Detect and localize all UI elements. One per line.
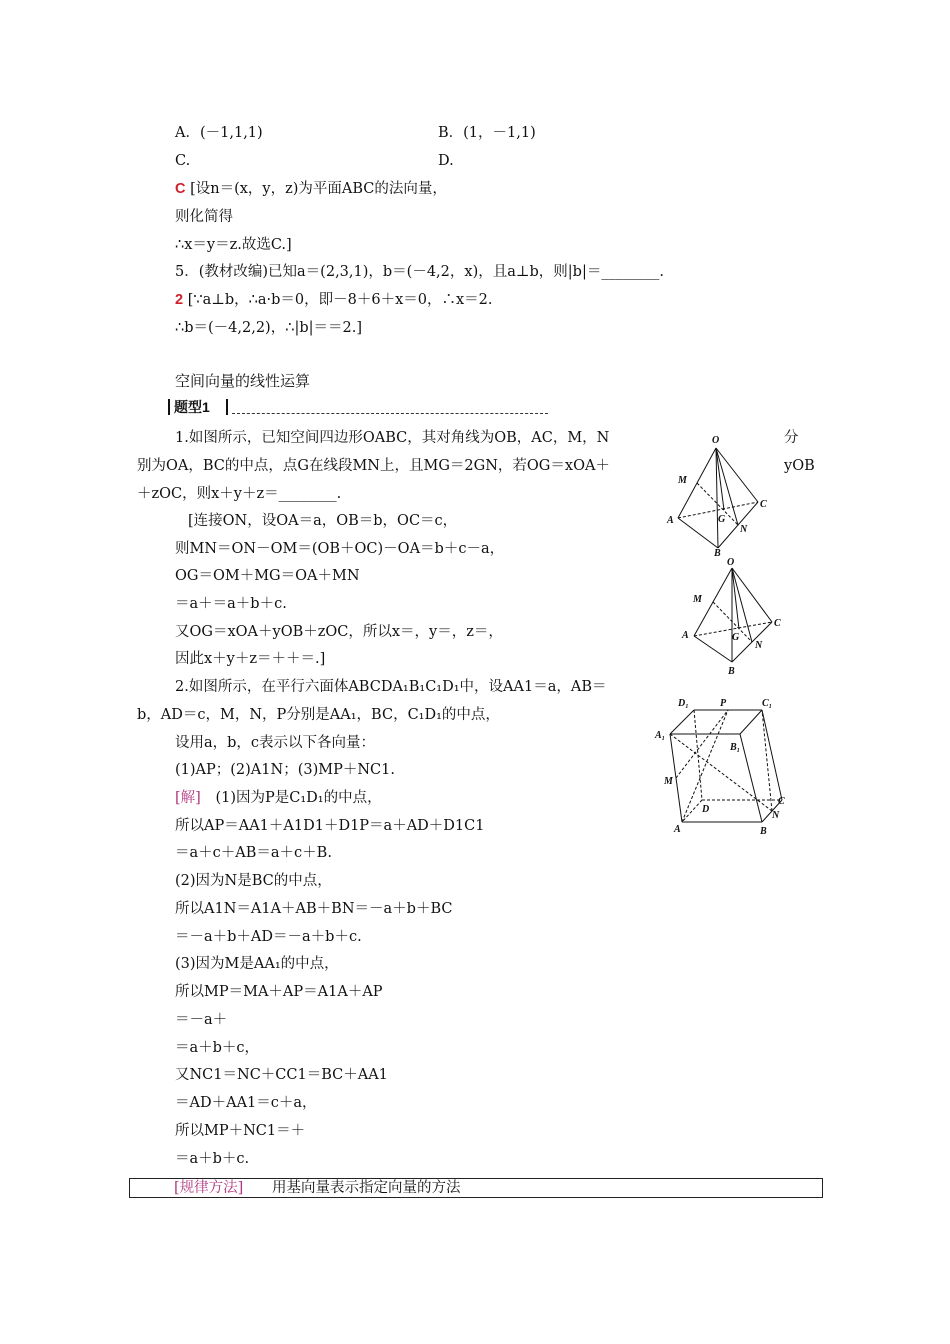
p1-solution-6: 因此x＋y＋z＝＋＋＝.] [175, 651, 326, 667]
option-d: D. [438, 153, 454, 169]
dashed-divider [232, 413, 548, 414]
label-D1: D₁ [678, 698, 689, 709]
p2-line-11: (3)因为M是AA₁的中点， [175, 956, 339, 972]
label-N: N [772, 810, 780, 821]
p2-line-14: ＝a＋b＋c， [175, 1040, 260, 1056]
label-A: A [667, 515, 674, 526]
p2-line-3: 设用a，b，c表示以下各向量： [175, 735, 376, 751]
edge-AB [678, 518, 718, 548]
edge-AB [694, 636, 732, 662]
p2-line-13: ＝－a＋ [175, 1012, 228, 1028]
edge-D1D [694, 710, 702, 800]
label-P: P [720, 698, 727, 709]
edge-C1C [762, 710, 782, 800]
rule-text: 用基向量表示指定向量的方法 [272, 1180, 461, 1196]
p1-line-3: ＋zOC，则x＋y＋z＝________. [137, 486, 342, 502]
p1-line-2: 别为OA，BC的中点，点G在线段MN上，且MG＝2GN，若OG＝xOA＋ [137, 458, 610, 474]
label-C: C [760, 499, 767, 510]
edge-OC [732, 568, 772, 622]
p2-line-16: ＝AD＋AA1＝c＋a， [175, 1095, 317, 1111]
edge-D1A1 [670, 710, 694, 734]
rule-box [129, 1178, 823, 1198]
tag-bar-left [168, 399, 170, 415]
label-C1: C₁ [762, 698, 773, 709]
edge-C1B1 [740, 710, 762, 734]
q4-solution-line-1: C [设n＝(x，y，z)为平面ABC的法向量， [175, 181, 447, 197]
solution-tag: [解] [175, 790, 201, 806]
p1-line-1-tail: 分 [784, 430, 799, 446]
q5-answer: 2 [175, 292, 184, 308]
label-B: B [728, 666, 735, 677]
p2-line-4: (1)AP；(2)A1N；(3)MP＋NC1. [175, 762, 395, 778]
edge-DA [682, 800, 702, 822]
q4-solution-line-2: 则化简得 [175, 209, 233, 225]
p2-line-10: ＝－a＋b＋AD＝－a＋b＋c. [175, 929, 362, 945]
p2-line-17: 所以MP＋NC1＝＋ [175, 1123, 306, 1139]
tetrahedron-figure-2 [676, 556, 796, 678]
label-M: M [693, 594, 702, 605]
label-M: M [678, 475, 687, 486]
label-N: N [740, 524, 748, 535]
edge-B1B [740, 734, 762, 822]
option-b: B．(1，－1,1) [438, 125, 536, 141]
p1-solution-5: 又OG＝xOA＋yOB＋zOC，所以x＝，y＝，z＝， [175, 624, 503, 640]
tetrahedron-figure-1 [660, 432, 780, 556]
label-B1: B₁ [730, 742, 741, 753]
parallelepiped-figure [650, 690, 800, 836]
p2-line-12: 所以MP＝MA＋AP＝A1A＋AP [175, 984, 383, 1000]
option-a: A．(－1,1,1) [175, 125, 263, 141]
p1-line-2-tail: yOB [784, 458, 815, 474]
segment-OG [732, 568, 739, 629]
p1-solution-3: OG＝OM＋MG＝OA＋MN [175, 568, 360, 584]
q5-solution-line-2: ∴b＝(－4,2,2)，∴|b|＝＝2.] [175, 320, 362, 336]
p2-line-6: 所以AP＝AA1＋A1D1＋D1P＝a＋AD＋D1C1 [175, 818, 485, 834]
p1-solution-2: 则MN＝ON－OM＝(OB＋OC)－OA＝b＋c－a， [175, 541, 505, 557]
label-O: O [712, 435, 720, 446]
rule-tag: [规律方法] [174, 1180, 244, 1196]
p2-line-18: ＝a＋b＋c. [175, 1151, 250, 1167]
label-G: G [732, 632, 740, 643]
p2-line-9: 所以A1N＝A1A＋AB＋BN＝－a＋b＋BC [175, 901, 453, 917]
type-tag: 题型1 [174, 399, 210, 415]
label-A: A [682, 630, 689, 641]
p2-line-5: [解] (1)因为P是C₁D₁的中点， [175, 790, 382, 806]
q5-question: 5．(教材改编)已知a＝(2,3,1)，b＝(－4,2，x)，且a⊥b，则|b|＝________. [175, 264, 664, 280]
label-B: B [714, 548, 721, 556]
q4-solution-line-3: ∴x＝y＝z.故选C.] [175, 237, 292, 253]
label-A: A [674, 824, 681, 835]
q5-solution-line-1: 2 [∵a⊥b，∴a·b＝0，即－8＋6＋x＝0，∴x＝2. [175, 292, 493, 308]
p1-line-1: 1.如图所示，已知空间四边形OABC，其对角线为OB，AC，M，N [175, 430, 610, 446]
p1-solution-4: ＝a＋＝a＋b＋c. [175, 596, 287, 612]
p2-line-7: ＝a＋c＋AB＝a＋c＋B. [175, 845, 332, 861]
label-D: D [702, 804, 710, 815]
label-N: N [755, 640, 763, 651]
label-G: G [718, 514, 726, 525]
label-C: C [774, 618, 781, 629]
label-O: O [727, 557, 735, 568]
option-c: C. [175, 153, 191, 169]
p2-line-1: 2.如图所示，在平行六面体ABCDA₁B₁C₁D₁中，设AA1＝a，AB＝ [175, 679, 607, 695]
label-C: C [778, 796, 785, 807]
label-B: B [760, 826, 767, 836]
segment-ON [732, 568, 752, 642]
section-title: 空间向量的线性运算 [175, 372, 311, 390]
p2-line-15: 又NC1＝NC＋CC1＝BC＋AA1 [175, 1067, 388, 1083]
label-M: M [664, 776, 673, 787]
tag-bar-right [226, 399, 228, 415]
p2-line-8: (2)因为N是BC的中点， [175, 873, 332, 889]
p1-solution-1: [连接ON，设OA＝a，OB＝b，OC＝c， [188, 513, 458, 529]
segment-NC1 [762, 710, 772, 811]
label-A1: A₁ [655, 730, 666, 741]
q4-answer: C [175, 181, 186, 197]
p2-line-2: b，AD＝c，M，N，P分别是AA₁，BC，C₁D₁的中点， [137, 707, 500, 723]
